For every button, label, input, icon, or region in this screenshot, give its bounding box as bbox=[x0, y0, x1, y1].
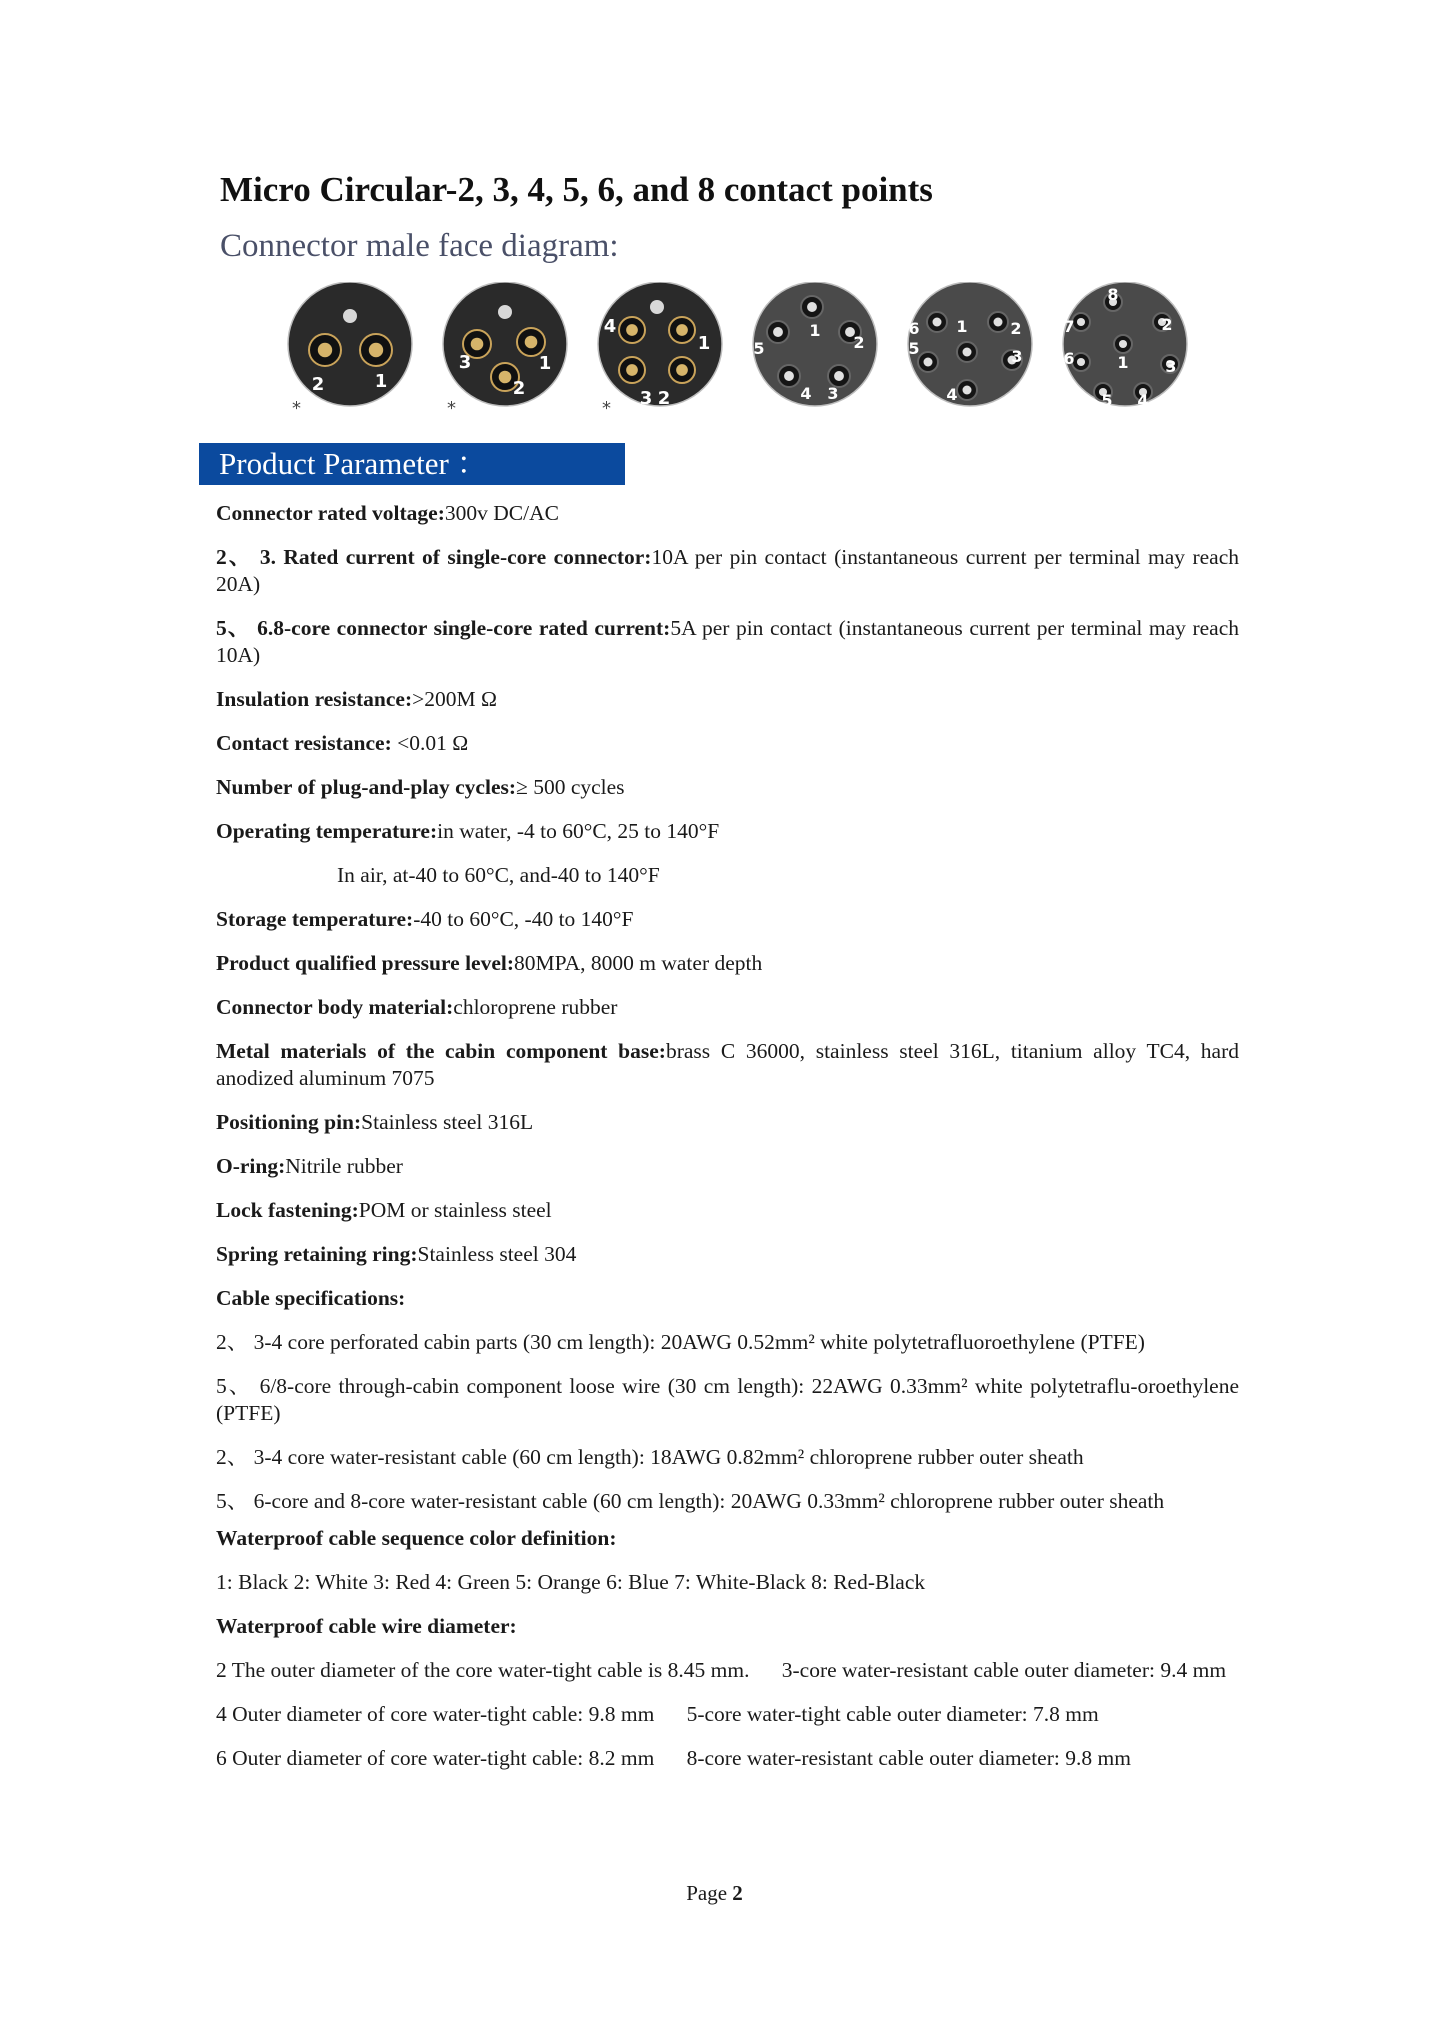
param-label: Positioning pin: bbox=[216, 1110, 362, 1134]
key-dot bbox=[498, 305, 512, 319]
pin-number-label: 2 bbox=[512, 378, 526, 399]
pin-socket bbox=[360, 334, 392, 366]
pin-number-label: 1 bbox=[374, 371, 388, 392]
pin-number-label: 6 bbox=[908, 319, 920, 338]
param-contact-resistance bbox=[216, 730, 1239, 757]
pin-socket bbox=[309, 334, 341, 366]
param-rated-current-2-3 bbox=[216, 544, 1239, 598]
pin-socket bbox=[619, 317, 645, 343]
page-footer bbox=[0, 1881, 1429, 1906]
param-value: 2 The outer diameter of the core water-tight cable is 8.45 mm. 3-core water-resistant cable outer diameter: 9.4 mm bbox=[216, 1658, 1227, 1682]
star-marker: * bbox=[447, 398, 456, 419]
pin-number-label: 4 bbox=[946, 385, 958, 404]
pin-number-label: 3 bbox=[1011, 347, 1023, 366]
pin-number-label: 4 bbox=[603, 316, 617, 337]
wire-diameter-item bbox=[216, 1745, 1239, 1772]
pin-number-label: 1 bbox=[1117, 353, 1129, 372]
pin-number-label: 1 bbox=[697, 333, 711, 354]
pin-socket bbox=[957, 342, 977, 362]
param-value: >200M Ω bbox=[412, 687, 497, 711]
param-value: Stainless steel 304 bbox=[417, 1242, 577, 1266]
connector-body bbox=[288, 282, 412, 406]
pin-socket bbox=[801, 296, 823, 318]
param-label: Waterproof cable wire diameter: bbox=[216, 1614, 517, 1638]
page-number: 2 bbox=[732, 1881, 743, 1905]
cable-spec-item bbox=[216, 1373, 1239, 1427]
param-label: Contact resistance: bbox=[216, 731, 398, 755]
color-definition-list bbox=[216, 1569, 1239, 1596]
param-value: brass C 36000, stainless steel 316L, titanium alloy TC4, hard anodized aluminum 7075 bbox=[216, 1039, 1239, 1090]
param-value: 2、 3-4 core perforated cabin parts (30 cm length): 20AWG 0.52mm² white polytetrafluoroethylene (PTFE) bbox=[216, 1330, 1145, 1354]
pin-socket bbox=[767, 321, 789, 343]
param-rated-current-5-6-8 bbox=[216, 615, 1239, 669]
cable-spec-item bbox=[216, 1329, 1239, 1356]
param-value: 80MPA, 8000 m water depth bbox=[514, 951, 763, 975]
pin-number-label: 5 bbox=[753, 339, 765, 358]
pin-number-label: 3 bbox=[1165, 357, 1177, 376]
param-label: Operating temperature: bbox=[216, 819, 438, 843]
pin-number-label: 5 bbox=[1101, 391, 1113, 410]
key-dot bbox=[650, 300, 664, 314]
section-header-product-parameter: Product Parameter ： bbox=[199, 443, 625, 485]
cable-spec-item bbox=[216, 1444, 1239, 1471]
param-value: 10A per pin contact (instantaneous current per terminal may reach 20A) bbox=[216, 545, 1239, 596]
param-value: 1: Black 2: White 3: Red 4: Green 5: Orange 6: Blue 7: White-Black 8: Red-Black bbox=[216, 1570, 926, 1594]
pin-socket bbox=[988, 312, 1008, 332]
connector-face-4 bbox=[745, 282, 885, 422]
star-marker: * bbox=[602, 398, 611, 419]
param-label: Lock fastening: bbox=[216, 1198, 359, 1222]
connector-diagrams bbox=[280, 282, 1210, 422]
pin-number-label: 6 bbox=[1063, 349, 1075, 368]
page-title: Micro Circular-2, 3, 4, 5, 6, and 8 contact points bbox=[220, 170, 933, 209]
pin-number-label: 2 bbox=[311, 374, 325, 395]
wire-diameter-item bbox=[216, 1701, 1239, 1728]
param-plug-cycles bbox=[216, 774, 1239, 801]
pin-number-label: 2 bbox=[657, 388, 671, 409]
param-o-ring bbox=[216, 1153, 1239, 1180]
param-label: Product qualified pressure level: bbox=[216, 951, 515, 975]
pin-number-label: 2 bbox=[1161, 315, 1173, 334]
param-pressure-level bbox=[216, 950, 1239, 977]
pin-number-label: 1 bbox=[956, 317, 968, 336]
pin-number-label: 4 bbox=[800, 384, 812, 403]
param-value: <0.01 Ω bbox=[397, 731, 469, 755]
pin-socket bbox=[669, 317, 695, 343]
connector-face-1 bbox=[280, 282, 420, 422]
param-label: Insulation resistance: bbox=[216, 687, 413, 711]
pin-number-label: 3 bbox=[458, 352, 472, 373]
param-value: 5、 6-core and 8-core water-resistant cable (60 cm length): 20AWG 0.33mm² chloroprene rubber outer sheath bbox=[216, 1489, 1165, 1513]
param-insulation-resistance bbox=[216, 686, 1239, 713]
pin-socket bbox=[927, 312, 947, 332]
param-storage-temperature bbox=[216, 906, 1239, 933]
connector-face-6 bbox=[1055, 282, 1195, 422]
pin-socket bbox=[778, 365, 800, 387]
pin-socket bbox=[1114, 335, 1132, 353]
param-operating-temperature-air bbox=[216, 862, 1239, 889]
param-value: 4 Outer diameter of core water-tight cable: 9.8 mm 5-core water-tight cable outer diameter: 7.8 mm bbox=[216, 1702, 1099, 1726]
param-label: 5、 6.8-core connector single-core rated current: bbox=[216, 616, 671, 640]
pin-number-label: 2 bbox=[1010, 319, 1022, 338]
pin-socket bbox=[517, 328, 545, 356]
param-value: 5、 6/8-core through-cabin component loose wire (30 cm length): 22AWG 0.33mm² white polytetraflu-oroethylene (PTFE) bbox=[216, 1374, 1239, 1425]
pin-number-label: 5 bbox=[908, 339, 920, 358]
pin-socket bbox=[619, 357, 645, 383]
page-label: Page bbox=[686, 1881, 733, 1905]
param-value: -40 to 60°C, -40 to 140°F bbox=[413, 907, 634, 931]
param-label: O-ring: bbox=[216, 1154, 286, 1178]
param-value: 5A per pin contact (instantaneous current per terminal may reach 10A) bbox=[216, 616, 1239, 667]
connector-face-5 bbox=[900, 282, 1040, 422]
param-color-definition-heading bbox=[216, 1525, 1239, 1552]
pin-socket bbox=[1072, 353, 1090, 371]
param-label: Number of plug-and-play cycles: bbox=[216, 775, 517, 799]
param-wire-diameter-heading bbox=[216, 1613, 1239, 1640]
connector-face-2 bbox=[435, 282, 575, 422]
pin-socket bbox=[1072, 313, 1090, 331]
pin-socket bbox=[669, 357, 695, 383]
connector-face-3 bbox=[590, 282, 730, 422]
param-label: 2、 3. Rated current of single-core connector: bbox=[216, 545, 652, 569]
param-label: Metal materials of the cabin component base: bbox=[216, 1039, 666, 1063]
parameter-list bbox=[216, 500, 1239, 1789]
param-rated-voltage bbox=[216, 500, 1239, 527]
param-spring-retaining-ring bbox=[216, 1241, 1239, 1268]
param-value: chloroprene rubber bbox=[453, 995, 618, 1019]
param-value: in water, -4 to 60°C, 25 to 140°F bbox=[437, 819, 720, 843]
param-lock-fastening bbox=[216, 1197, 1239, 1224]
page-subtitle: Connector male face diagram: bbox=[220, 228, 619, 264]
pin-number-label: 1 bbox=[538, 353, 552, 374]
key-dot bbox=[343, 309, 357, 323]
param-value: ≥ 500 cycles bbox=[516, 775, 625, 799]
pin-number-label: 3 bbox=[639, 388, 653, 409]
param-value: Stainless steel 316L bbox=[361, 1110, 534, 1134]
param-value: In air, at-40 to 60°C, and-40 to 140°F bbox=[337, 863, 660, 887]
pin-socket bbox=[957, 380, 977, 400]
param-cable-specifications-heading bbox=[216, 1285, 1239, 1312]
param-body-material bbox=[216, 994, 1239, 1021]
param-value: Nitrile rubber bbox=[285, 1154, 403, 1178]
param-label: Cable specifications: bbox=[216, 1286, 406, 1310]
param-label: Connector body material: bbox=[216, 995, 454, 1019]
star-marker: * bbox=[292, 398, 301, 419]
param-value: POM or stainless steel bbox=[358, 1198, 552, 1222]
param-value: 300v DC/AC bbox=[444, 501, 559, 525]
cable-spec-item bbox=[216, 1488, 1239, 1515]
param-metal-materials bbox=[216, 1038, 1239, 1092]
param-label: Connector rated voltage: bbox=[216, 501, 445, 525]
param-label: Waterproof cable sequence color definition: bbox=[216, 1526, 617, 1550]
pin-number-label: 2 bbox=[853, 333, 865, 352]
pin-number-label: 3 bbox=[827, 384, 839, 403]
pin-socket bbox=[918, 352, 938, 372]
param-label: Spring retaining ring: bbox=[216, 1242, 418, 1266]
param-label: Storage temperature: bbox=[216, 907, 414, 931]
pin-number-label: 8 bbox=[1107, 285, 1119, 304]
param-positioning-pin bbox=[216, 1109, 1239, 1136]
param-value: 6 Outer diameter of core water-tight cable: 8.2 mm 8-core water-resistant cable outer diameter: 9.8 mm bbox=[216, 1746, 1131, 1770]
wire-diameter-item bbox=[216, 1657, 1239, 1684]
pin-number-label: 1 bbox=[809, 321, 821, 340]
pin-number-label: 4 bbox=[1137, 391, 1149, 410]
param-operating-temperature bbox=[216, 818, 1239, 845]
pin-number-label: 7 bbox=[1063, 317, 1075, 336]
param-value: 2、 3-4 core water-resistant cable (60 cm length): 18AWG 0.82mm² chloroprene rubber outer sheath bbox=[216, 1445, 1084, 1469]
